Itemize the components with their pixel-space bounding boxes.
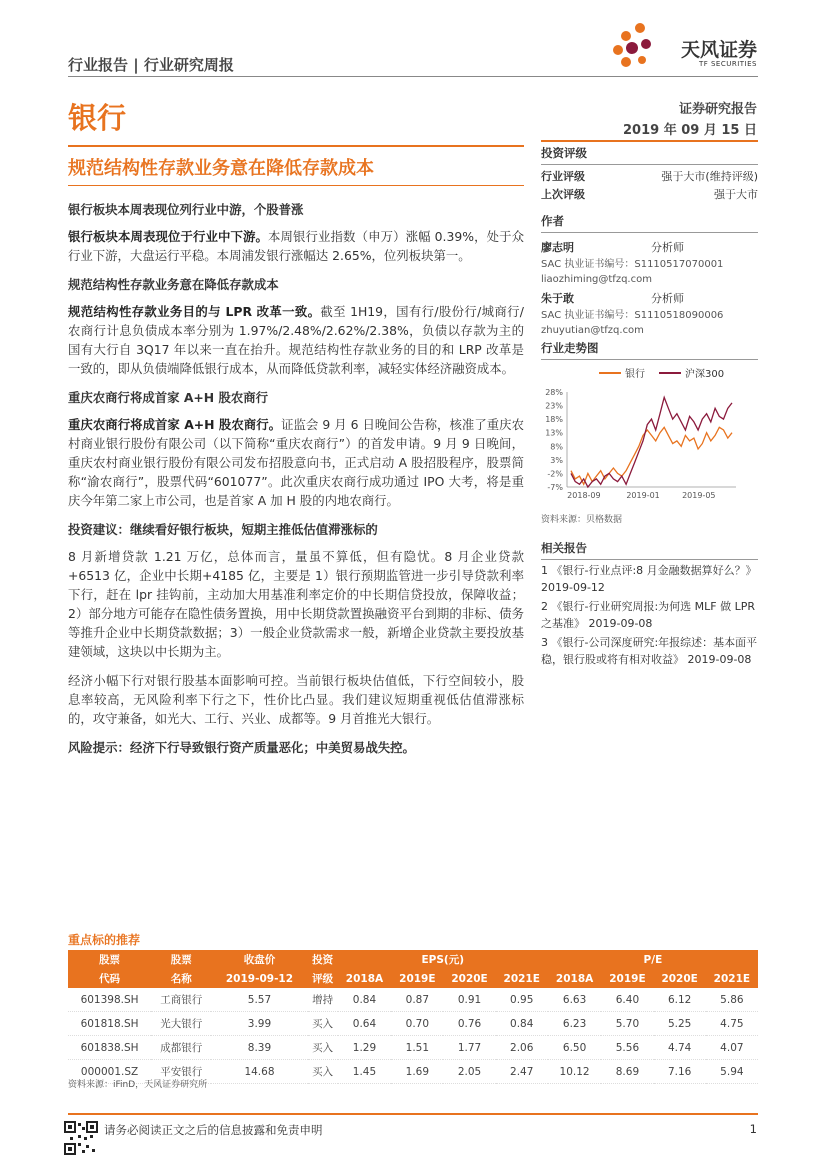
table-cell: 7.16 xyxy=(654,1060,706,1084)
body-text: 证监会 9 月 6 日晚间公告称，核准了重庆农村商业银行股份有限公司（以下简称“重庆农商行”）的首发申请。9 月 9 日晚间，重庆农村商业银行股份有限公司发布招股意向书，正式启动 A 股招股程序，股票简称“渝农商行”，股票代码“601077”。此次重庆农商行成功通过 IPO 大考，将是重庆今年第二家上市公司，也是首家 A 加 H 股的内地农商行。 xyxy=(68,417,524,508)
related-box xyxy=(541,540,758,668)
header-divider xyxy=(68,76,758,77)
related-title[interactable]: 2 《银行-行业研究周报:为何选 MLF 做 LPR 之基准》 xyxy=(541,600,756,630)
series-line-bank xyxy=(571,427,732,484)
paragraph xyxy=(68,227,524,265)
table-cell: 1.29 xyxy=(338,1036,392,1060)
table-cell: 买入 xyxy=(308,1036,338,1060)
table-cell: 6.50 xyxy=(548,1036,602,1060)
table-header-row xyxy=(68,950,758,969)
table-cell: 4.75 xyxy=(706,1012,758,1036)
y-tick-label: 13% xyxy=(545,428,563,438)
table-cell: 1.69 xyxy=(391,1060,443,1084)
th-sub: 2021E xyxy=(496,969,548,988)
section-heading: 规范结构性存款业务意在降低存款成本 xyxy=(68,277,279,292)
table-cell: 5.70 xyxy=(601,1012,653,1036)
body-text: 截至 1H19，国有行/股份行/城商行/农商行计息负债成本率分别为 1.97%/2.48%/2.62%/2.38%，负债以存款为主的国有大行自 3Q17 年以来一直在抬升。规范结构性存款业务的目的和 LRP 改革是一致的，即从负债端降低银行成本，从而降低贷款利率，减轻实体经济融资成本。 xyxy=(68,304,524,376)
report-title: 规范结构性存款业务意在降低存款成本 xyxy=(68,158,374,179)
table-cell: 4.74 xyxy=(654,1036,706,1060)
th-sub: 2020E xyxy=(443,969,495,988)
author-name: 廖志明 xyxy=(541,241,574,254)
stocks-table-wrap xyxy=(68,950,758,1084)
industry-rating-value: 强于大市(维持评级) xyxy=(661,170,758,183)
table-source: 资料来源：iFinD，天风证券研究所 xyxy=(68,1080,208,1090)
table-row xyxy=(68,1036,758,1060)
prev-rating-row xyxy=(541,186,758,204)
th-sub: 2020E xyxy=(654,969,706,988)
table-cell: 买入 xyxy=(308,1060,338,1084)
x-tick-label: 2019-05 xyxy=(682,491,716,500)
table-cell: 0.91 xyxy=(443,988,495,1012)
th-sub: 名称 xyxy=(151,969,211,988)
table-cell: 1.45 xyxy=(338,1060,392,1084)
lead-sentence: 规范结构性存款业务目的与 LPR 改革一致。 xyxy=(68,304,321,319)
author-role: 分析师 xyxy=(651,292,684,305)
prev-rating-value: 强于大市 xyxy=(714,188,758,201)
table-cell: 6.12 xyxy=(654,988,706,1012)
table-cell: 0.95 xyxy=(496,988,548,1012)
legend-bank: 银行 xyxy=(625,369,645,380)
title-bar-bottom xyxy=(68,185,524,186)
table-cell: 0.84 xyxy=(496,1012,548,1036)
table-cell: 10.12 xyxy=(548,1060,602,1084)
author-email[interactable]: zhuyutian@tfzq.com xyxy=(541,325,644,336)
x-tick-label: 2019-01 xyxy=(626,491,660,500)
th-code: 股票 xyxy=(68,950,151,969)
footer-disclaimer[interactable]: 请务必阅读正文之后的信息披露和免责申明 xyxy=(104,1123,323,1137)
y-tick-label: 3% xyxy=(550,455,563,465)
author-email[interactable]: liaozhiming@tfzq.com xyxy=(541,274,652,285)
related-item[interactable] xyxy=(541,598,758,632)
table-cell: 4.07 xyxy=(706,1036,758,1060)
table-cell: 6.40 xyxy=(601,988,653,1012)
section-heading: 重庆农商行将成首家 A+H 股农商行 xyxy=(68,390,269,405)
author-entry xyxy=(541,290,758,338)
authors-box xyxy=(541,213,758,338)
report-date: 2019 年 09 月 15 日 xyxy=(623,123,757,138)
table-cell: 0.76 xyxy=(443,1012,495,1036)
footer-divider xyxy=(68,1113,758,1115)
risk-warning: 风险提示：经济下行导致银行资产质量恶化；中美贸易战失控。 xyxy=(68,740,415,755)
related-item[interactable] xyxy=(541,562,758,596)
trend-chart xyxy=(541,362,758,502)
prev-rating-label: 上次评级 xyxy=(541,188,585,201)
chart-source: 资料来源：贝格数据 xyxy=(541,515,623,525)
rating-heading: 投资评级 xyxy=(541,140,758,165)
table-cell: 000001.SZ xyxy=(68,1060,151,1084)
table-cell: 平安银行 xyxy=(151,1060,211,1084)
section-heading: 银行板块本周表现位列行业中游，个股普涨 xyxy=(68,202,304,217)
table-cell: 601818.SH xyxy=(68,1012,151,1036)
lead-sentence: 银行板块本周表现位于行业中下游。 xyxy=(68,229,269,244)
table-cell: 3.99 xyxy=(211,1012,307,1036)
paragraph: 8 月新增贷款 1.21 万亿，总体而言，量虽不算低，但有隐忧。8 月企业贷款+6513 亿，企业中长期+4185 亿，主要是 1）银行预期监管进一步引导贷款利率下行，赶在 lpr 挂钩前，主动加大用基准利率定价的中长期信贷投放，保障收益；2）部分地方可能存在隐性债务置换，用中长期贷款置换融资平台到期的非标、债务等推升企业中长期贷款数据；3）一般企业贷款需求一般，新增企业贷款主要投放基建领域，这块以中长期为主。 xyxy=(68,549,524,659)
table-cell: 5.56 xyxy=(601,1036,653,1060)
report-type: 证券研究报告 xyxy=(678,102,757,117)
related-item[interactable] xyxy=(541,634,758,668)
table-cell: 0.64 xyxy=(338,1012,392,1036)
trend-box xyxy=(541,340,758,360)
th-rating: 投资 xyxy=(308,950,338,969)
table-cell: 5.57 xyxy=(211,988,307,1012)
page-number: 1 xyxy=(749,1122,757,1136)
table-cell: 0.70 xyxy=(391,1012,443,1036)
table-cell: 光大银行 xyxy=(151,1012,211,1036)
logo-icon xyxy=(610,20,670,72)
sector-name: 银行 xyxy=(68,101,127,135)
table-cell: 5.94 xyxy=(706,1060,758,1084)
table-cell: 14.68 xyxy=(211,1060,307,1084)
th-sub: 代码 xyxy=(68,969,151,988)
main-content xyxy=(68,200,524,765)
author-sac: SAC 执业证书编号：S1110517070001 xyxy=(541,259,724,270)
author-entry xyxy=(541,239,758,287)
title-bar-top xyxy=(68,145,524,147)
table-cell: 成都银行 xyxy=(151,1036,211,1060)
y-tick-label: -2% xyxy=(547,469,563,479)
table-cell: 8.39 xyxy=(211,1036,307,1060)
table-cell: 601838.SH xyxy=(68,1036,151,1060)
stocks-heading: 重点标的推荐 xyxy=(68,933,141,947)
report-category: 行业报告 | 行业研究周报 xyxy=(68,56,234,74)
table-cell: 买入 xyxy=(308,1012,338,1036)
table-cell: 2.47 xyxy=(496,1060,548,1084)
th-sub: 2021E xyxy=(706,969,758,988)
paragraph xyxy=(68,415,524,510)
x-tick-label: 2018-09 xyxy=(567,491,601,500)
th-sub: 2019E xyxy=(601,969,653,988)
section-heading: 投资建议：继续看好银行板块，短期主推低估值滞涨标的 xyxy=(68,522,378,537)
y-tick-label: -7% xyxy=(547,483,563,492)
table-cell: 8.69 xyxy=(601,1060,653,1084)
table-cell: 0.84 xyxy=(338,988,392,1012)
rating-box xyxy=(541,140,758,204)
related-title[interactable]: 1 《银行-行业点评:8 月金融数据算好么？》 xyxy=(541,564,757,577)
table-cell: 1.51 xyxy=(391,1036,443,1060)
table-cell: 5.25 xyxy=(654,1012,706,1036)
related-title[interactable]: 3 《银行-公司深度研究:年报综述：基本面平稳，银行股或将有相对收益》 xyxy=(541,636,758,666)
author-role: 分析师 xyxy=(651,241,684,254)
author-name: 朱于敢 xyxy=(541,292,574,305)
th-sub: 2018A xyxy=(548,969,602,988)
th-pe: P/E xyxy=(548,950,758,969)
lead-sentence: 重庆农商行将成首家 A+H 股农商行。 xyxy=(68,417,282,432)
trend-heading: 行业走势图 xyxy=(541,340,758,360)
th-sub: 2019-09-12 xyxy=(211,969,307,988)
y-tick-label: 23% xyxy=(545,401,563,411)
related-date: 2019-09-08 xyxy=(588,617,653,630)
th-price: 收盘价 xyxy=(211,950,307,969)
table-row xyxy=(68,1012,758,1036)
related-heading: 相关报告 xyxy=(541,540,758,560)
paragraph xyxy=(68,302,524,378)
series-line-hs300 xyxy=(571,397,732,487)
table-cell: 0.87 xyxy=(391,988,443,1012)
table-cell: 2.05 xyxy=(443,1060,495,1084)
table-cell: 601398.SH xyxy=(68,988,151,1012)
y-tick-label: 18% xyxy=(545,415,563,425)
th-name: 股票 xyxy=(151,950,211,969)
table-cell: 5.86 xyxy=(706,988,758,1012)
th-sub: 评级 xyxy=(308,969,338,988)
related-date: 2019-09-08 xyxy=(687,653,752,666)
industry-rating-label: 行业评级 xyxy=(541,170,585,183)
table-cell: 增持 xyxy=(308,988,338,1012)
y-tick-label: 8% xyxy=(550,442,563,452)
table-cell: 2.06 xyxy=(496,1036,548,1060)
table-subheader-row xyxy=(68,969,758,988)
table-cell: 1.77 xyxy=(443,1036,495,1060)
authors-heading: 作者 xyxy=(541,213,758,233)
table-cell: 6.23 xyxy=(548,1012,602,1036)
related-date: 2019-09-12 xyxy=(541,581,605,594)
stocks-table xyxy=(68,950,758,1084)
th-sub: 2018A xyxy=(338,969,392,988)
qr-code-icon xyxy=(64,1121,98,1155)
th-eps: EPS(元) xyxy=(338,950,548,969)
table-cell: 工商银行 xyxy=(151,988,211,1012)
y-tick-label: 28% xyxy=(545,388,563,397)
logo-subtext: TF SECURITIES xyxy=(698,60,757,68)
body-text: 本周银行业指数（申万）涨幅 0.39%，处于众行业下游，大盘运行平稳。本周浦发银行涨幅达 2.65%，位列板块第一。 xyxy=(68,229,524,263)
legend-hs300: 沪深300 xyxy=(685,369,725,380)
paragraph: 经济小幅下行对银行股基本面影响可控。当前银行板块估值低，下行空间较小，股息率较高，无风险利率下行之下，性价比凸显。我们建议短期重视低估值滞涨标的，攻守兼备，如光大、工行、兴业、成都等。9 月首推光大银行。 xyxy=(68,673,524,726)
logo-text: 天风证券 xyxy=(680,39,757,61)
th-sub: 2019E xyxy=(391,969,443,988)
industry-rating-row xyxy=(541,168,758,186)
table-row xyxy=(68,988,758,1012)
author-sac: SAC 执业证书编号：S1110518090006 xyxy=(541,310,724,321)
table-cell: 6.63 xyxy=(548,988,602,1012)
